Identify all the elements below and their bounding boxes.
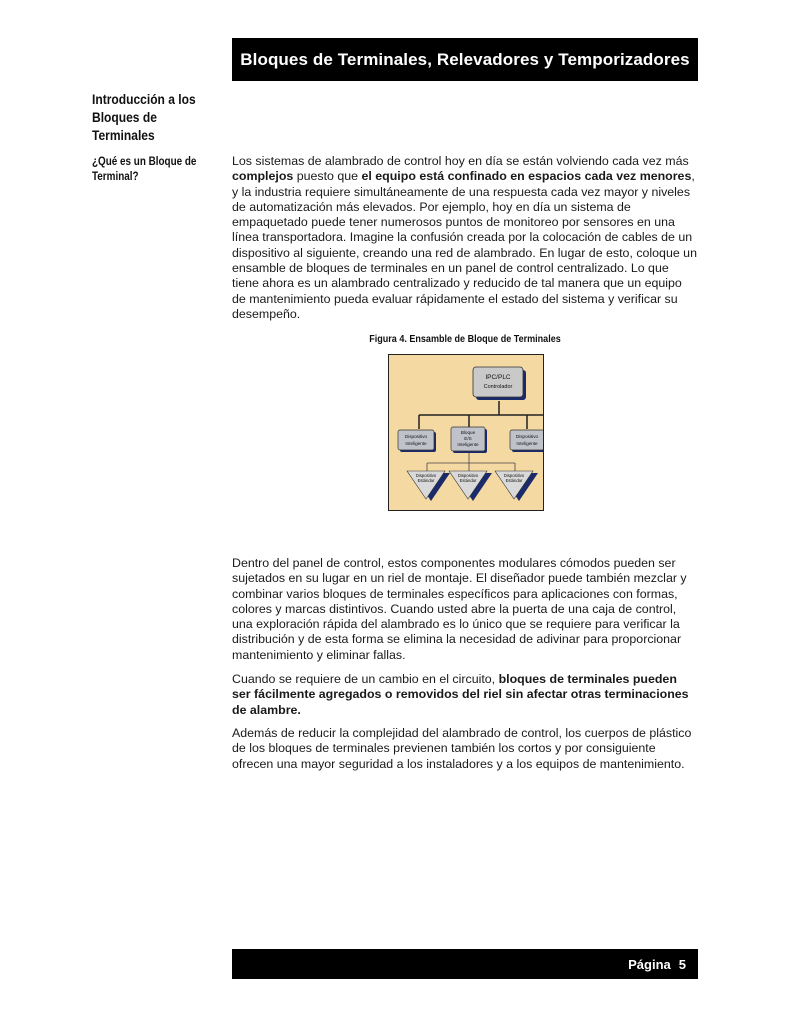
section-subheading: ¿Qué es un Bloque de Terminal?	[92, 156, 197, 183]
paragraph-intro-text-2: puesto que	[293, 169, 362, 184]
standard-device-1-label-1: Dispositivo	[415, 473, 437, 478]
io-block-connectors	[427, 453, 515, 471]
standard-device-3-label-1: Dispositivo	[503, 473, 525, 478]
io-block-label-1: Bloque	[460, 430, 476, 435]
section-title: Introducción a los Bloques de Terminales	[92, 91, 196, 143]
smart-device-left-label-2: Inteligente	[405, 441, 427, 446]
controller-box	[473, 367, 523, 397]
standard-device-2	[449, 471, 492, 501]
page-footer-bar	[232, 949, 698, 979]
standard-device-2-label-2: Estándar	[459, 478, 477, 483]
network-diagram	[389, 355, 544, 511]
connector-lines	[419, 401, 544, 429]
controller-label-1: IPC/PLC	[485, 374, 511, 381]
terminal-block-assembly-figure	[388, 354, 544, 511]
paragraph-intro-text-1: Los sistemas de alambrado de control hoy en día se están volviendo cada vez más	[232, 154, 689, 168]
paragraph-safety: Además de reducir la complejidad del alambrado de control, los cuerpos de plástico de los bloques de terminales previenen también los cortos y por consiguiente ofrecen una mayor seguridad a los instaladores y a los equipos de mantenimiento.	[232, 726, 692, 771]
io-block-label-3: Inteligente	[457, 442, 479, 447]
figure-caption: Figura 4. Ensamble de Bloque de Terminales	[369, 333, 561, 345]
paragraph-change-bold: bloques de terminales pueden ser fácilmente agregados o removidos del riel sin afectar otras terminaciones de alambre.	[232, 672, 689, 717]
paragraph-change	[232, 672, 698, 718]
smart-device-left-label-1: Dispositivo	[404, 434, 428, 439]
smart-device-left	[398, 430, 434, 450]
standard-device-2-label-1: Dispositivo	[457, 473, 479, 478]
controller-label-2: Controlador	[483, 384, 513, 390]
paragraph-intro-bold-2: el equipo está confinado en espacios cada vez menores	[361, 169, 692, 184]
paragraph-intro-text-3: , y la industria requiere simultáneamente de una respuesta cada vez mayor y niveles de automatización más elevados. Por ejemplo, hoy en día un sistema de empaquetado puede tener numerosos puntos de monitoreo por sensores en una línea transportadora. Imagine la confusión creada por la colocación de cables de un dispositivo al siguiente, creando una red de alambrado. En lugar de esto, coloque un ensamble de bloques de terminales en un panel de control centralizado. Lo que tiene ahora es un alambrado centralizado y reducido de tal manera que un equipo de mantenimiento pueda evaluar rápidamente el estado del sistema y verificar su desempeño.	[232, 169, 697, 321]
standard-device-3-label-2: Estándar	[505, 478, 523, 483]
paragraph-modular: Dentro del panel de control, estos componentes modulares cómodos pueden ser sujetados en su lugar en un riel de montaje. El diseñador puede también mezclar y combinar varios bloques de terminales específicos para aplicaciones con formas, colores y marcas distintivos. Cuando usted abre la puerta de una caja de control, una exploración rápida del alambrado es lo único que se requiere para verificar la distribución y de esta forma se elimina la necesidad de adivinar para proporcionar mantenimiento y eliminar fallas.	[232, 556, 687, 662]
paragraph-intro-bold-1: complejos	[232, 169, 294, 184]
smart-device-right	[510, 430, 544, 450]
standard-device-1-label-2: Estándar	[417, 478, 435, 483]
page-number: 5	[678, 956, 686, 972]
page-header-bar	[232, 38, 698, 81]
io-block-label-2: E/S	[464, 436, 472, 441]
smart-device-right-label-2: Inteligente	[516, 441, 538, 446]
standard-device-3	[495, 471, 538, 501]
smart-device-right-label-1: Dispositivo	[515, 434, 539, 439]
page-header-title: Bloques de Terminales, Relevadores y Temporizadores	[240, 49, 690, 69]
standard-device-1	[407, 471, 450, 501]
page-label: Página	[628, 956, 671, 972]
paragraph-intro	[232, 154, 698, 322]
paragraph-change-text: Cuando se requiere de un cambio en el circuito,	[232, 672, 499, 686]
